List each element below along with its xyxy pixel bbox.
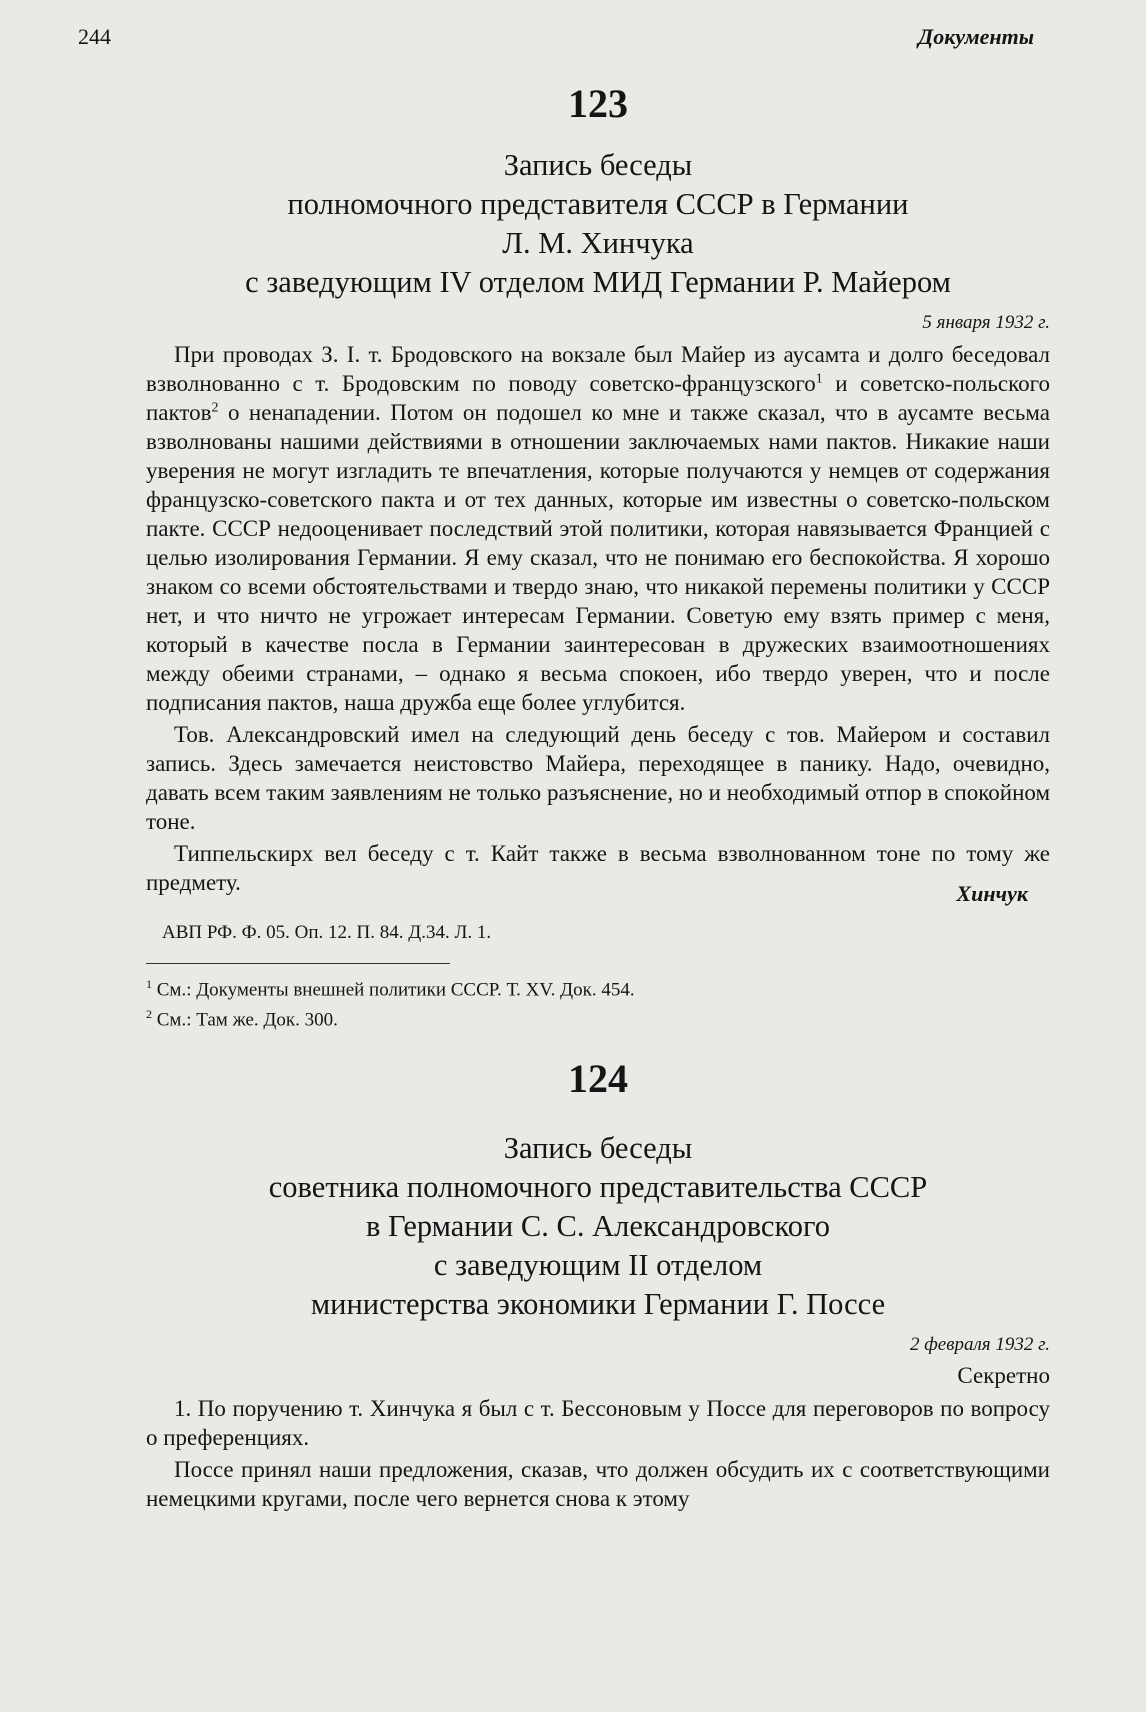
footnote-mark: 2 (146, 1007, 152, 1022)
document-date: 5 января 1932 г. (922, 312, 1050, 333)
page-number: 244 (78, 24, 111, 49)
document-number: 124 (568, 1055, 628, 1101)
footnote-reference: 2 (211, 400, 219, 416)
document-title-line: в Германии С. С. Александровского (366, 1208, 830, 1243)
paragraph-text: о ненападении. Потом он подошел ко мне и также сказал, что в аусамте весьма взволнованы нашими действиями в отношении заключаемых нами пактов. Никакие наши уверения не могут изгладить те впечатления, которые получаются у немцев от содержания французско-советского пакта и от тех данных, которые им известны о советско-польском пакте. СССР недооценивает последствий этой политики, которая навязывается Францией с целью изолирования Германии. Я ему сказал, что не понимаю его беспокойства. Я хорошо знаком со всеми обстоятельствами и твердо знаю, что никакой перемены политики у СССР нет, и что ничто не угрожает интересам Германии. Советую ему взять пример с меня, который в качестве посла в Германии заинтересован в дружеских взаимоотношениях между обеими странами, – однако я весьма спокоен, ибо твердо уверен, что и после подписания пактов, наша дружба еще более углубится. (146, 400, 1050, 715)
document-title-line: министерства экономики Германии Г. Поссе (310, 1286, 886, 1321)
document-title-line: Запись беседы (503, 1130, 693, 1165)
document-title-line: с заведующим IV отделом МИД Германии Р. Майером (245, 265, 951, 299)
document-124 (146, 1055, 1050, 1513)
paragraph-text: При проводах З. I. т. Бродовского на вокзале был Майер из аусамта и долго беседовал взволнованно с т. Бродовским по поводу советско-французского (146, 342, 1050, 396)
footnote-text: См.: Документы внешней политики СССР. Т. XV. Док. 454. (152, 979, 635, 1001)
footnote (146, 1002, 1050, 1032)
footnote-mark: 1 (146, 977, 152, 991)
document-title-line: с заведующим II отделом (433, 1247, 763, 1282)
page-content (146, 80, 1050, 1513)
document-title-line: Л. М. Хинчука (502, 226, 694, 260)
footnote-divider (146, 963, 450, 964)
signature: Хинчук (956, 881, 1028, 906)
footnote (146, 972, 1050, 1002)
body-paragraph: 1. По поручению т. Хинчука я был с т. Бессоновым у Поссе для переговоров по вопросу о преференциях. (146, 1395, 1050, 1450)
document-title-line: полномочного представителя СССР в Германии (287, 187, 909, 221)
body-paragraph: Тов. Александровский имел на следующий день беседу с тов. Майером и составил запись. Здесь замечается неистовство Майера, переходящее в панику. Надо, очевидно, давать всем таким заявлениям не только разъяснение, но и необходимый отпор в спокойном тоне. (146, 722, 1050, 834)
footnote-text: См.: Там же. Док. 300. (152, 1009, 338, 1031)
body-paragraph: Типпельскирх вел беседу с т. Кайт также в весьма взволнованном тоне по тому же предмету. (146, 841, 1050, 895)
document-date: 2 февраля 1932 г. (910, 1333, 1050, 1355)
paragraph-text: и советско-польского пактов (146, 371, 1050, 425)
section-title: Документы (918, 24, 1034, 49)
document-title-line: советника полномочного представительства СССР (268, 1169, 928, 1204)
running-head (78, 24, 1034, 54)
footnote-reference: 1 (815, 371, 823, 387)
body-paragraph: Поссе принял наши предложения, сказав, что должен обсудить их с соответствующими немецкими кругами, после чего вернется снова к этому (146, 1456, 1050, 1511)
archive-reference: АВП РФ. Ф. 05. Оп. 12. П. 84. Д.34. Л. 1. (162, 922, 492, 943)
document-title-line: Запись беседы (503, 148, 693, 182)
document-123 (146, 80, 1050, 1033)
classification-label: Секретно (957, 1362, 1050, 1388)
body-paragraph (146, 340, 1050, 717)
document-number: 123 (568, 81, 628, 126)
